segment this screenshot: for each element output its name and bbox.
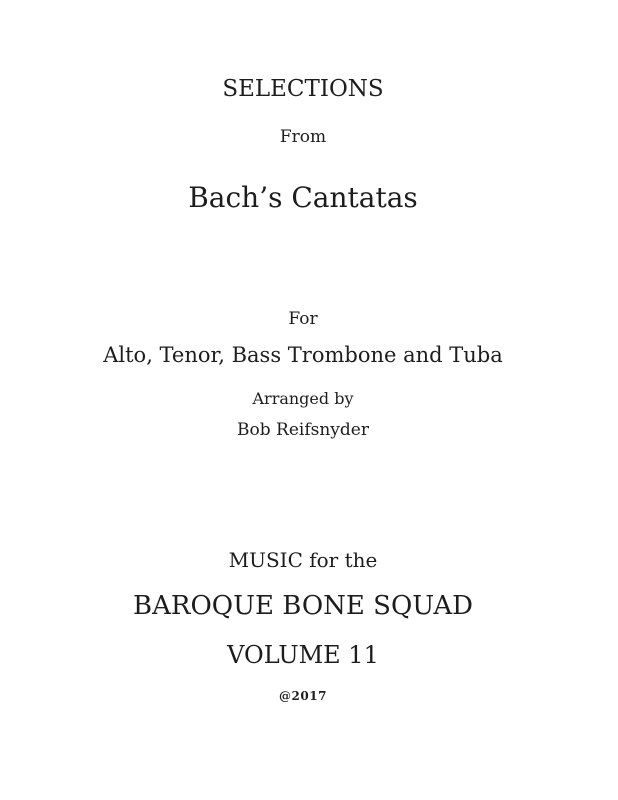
series-name: BAROQUE BONE SQUAD: [132, 591, 473, 621]
from-label: From: [279, 127, 327, 147]
copyright-line: @2017: [279, 689, 327, 703]
work-title: Bach’s Cantatas: [188, 181, 418, 214]
for-label: For: [288, 309, 318, 329]
arranger-name: Bob Reifsnyder: [237, 420, 369, 440]
series-prefix: MUSIC for the: [228, 548, 378, 572]
instrumentation-line: Alto, Tenor, Bass Trombone and Tuba: [103, 343, 503, 367]
page-header: SELECTIONS: [222, 76, 384, 102]
arranged-by-label: Arranged by: [252, 389, 354, 408]
volume-label: VOLUME 11: [227, 641, 379, 669]
